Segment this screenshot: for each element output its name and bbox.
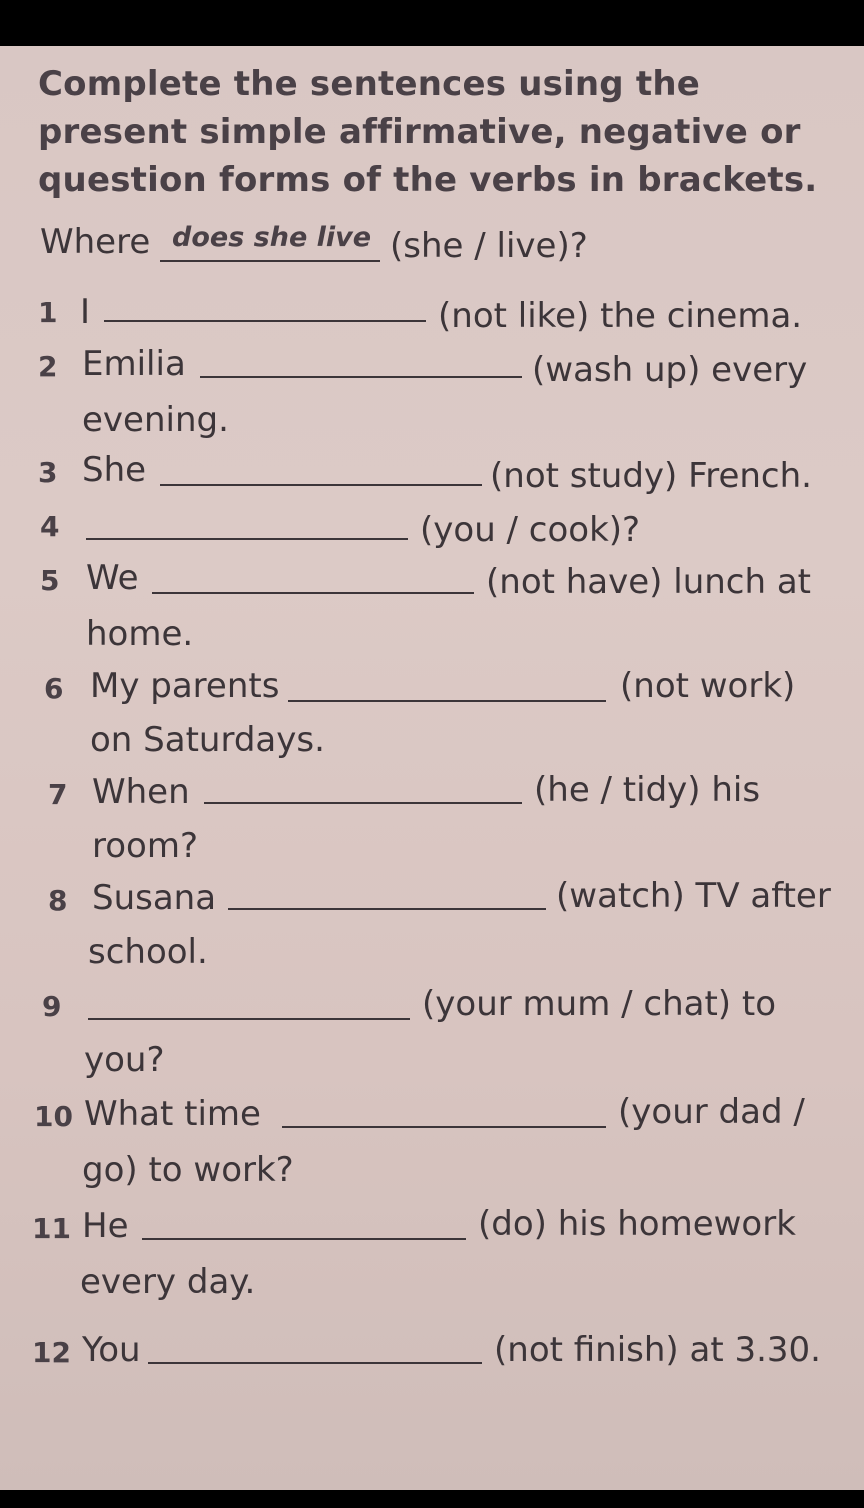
item-subject: Emilia <box>82 344 186 384</box>
item-subject: What time <box>84 1094 261 1134</box>
item-number: 6 <box>44 672 64 705</box>
item-subject: My parents <box>90 666 280 706</box>
item-number: 8 <box>48 884 68 917</box>
item-cue: (do) his homework <box>478 1204 796 1244</box>
item-number: 3 <box>38 456 58 489</box>
example-subject: Where <box>40 222 151 262</box>
item-cue: (watch) TV after <box>556 876 831 916</box>
item-number: 4 <box>40 510 60 543</box>
item-cue: (he / tidy) his <box>534 770 761 810</box>
item-continuation: evening. <box>82 400 229 440</box>
answer-blank-4[interactable] <box>86 538 408 540</box>
worksheet-page <box>0 46 864 1490</box>
exercise-instructions: Complete the sentences using the present simple affirmative, negative or question forms of the verbs in brackets. <box>38 64 818 200</box>
item-cue: (not study) French. <box>490 456 812 496</box>
item-number: 12 <box>32 1336 71 1369</box>
item-cue: (your dad / <box>618 1092 805 1132</box>
answer-blank-7[interactable] <box>204 802 522 804</box>
answer-blank-6[interactable] <box>288 700 606 702</box>
item-subject: When <box>92 772 190 812</box>
item-cue: (your mum / chat) to <box>422 984 776 1024</box>
answer-blank-3[interactable] <box>160 484 482 486</box>
answer-blank-9[interactable] <box>88 1018 410 1020</box>
item-continuation: room? <box>92 826 199 866</box>
item-subject: Susana <box>92 878 217 918</box>
item-number: 7 <box>48 778 68 811</box>
item-subject: She <box>82 450 147 490</box>
item-subject: I <box>80 292 91 332</box>
item-cue: (not work) <box>620 666 796 706</box>
item-continuation: go) to work? <box>82 1150 294 1190</box>
item-continuation: home. <box>86 614 194 654</box>
item-continuation: school. <box>88 932 208 972</box>
answer-blank-2[interactable] <box>200 376 522 378</box>
answer-blank-8[interactable] <box>228 908 546 910</box>
item-cue: (not like) the cinema. <box>438 296 803 336</box>
item-continuation: you? <box>84 1040 165 1080</box>
example-answer: does she live <box>172 222 372 253</box>
item-cue: (not have) lunch at <box>486 562 812 602</box>
answer-blank-1[interactable] <box>104 320 426 322</box>
item-number: 1 <box>38 296 58 329</box>
item-number: 10 <box>34 1100 73 1133</box>
item-continuation: every day. <box>80 1262 256 1302</box>
answer-blank-12[interactable] <box>148 1362 482 1364</box>
example-blank <box>160 260 380 262</box>
item-subject: You <box>82 1330 141 1370</box>
item-subject: We <box>86 558 139 598</box>
item-number: 2 <box>38 350 58 383</box>
item-cue: (not finish) at 3.30. <box>494 1330 821 1370</box>
item-cue: (wash up) every <box>532 350 808 390</box>
item-number: 9 <box>42 990 62 1023</box>
answer-blank-10[interactable] <box>282 1126 606 1128</box>
answer-blank-5[interactable] <box>152 592 474 594</box>
item-subject: He <box>82 1206 129 1246</box>
item-number: 11 <box>32 1212 71 1245</box>
example-cue: (she / live)? <box>390 226 588 266</box>
answer-blank-11[interactable] <box>142 1238 466 1240</box>
item-number: 5 <box>40 564 60 597</box>
item-cue: (you / cook)? <box>420 510 641 550</box>
item-continuation: on Saturdays. <box>90 720 325 760</box>
